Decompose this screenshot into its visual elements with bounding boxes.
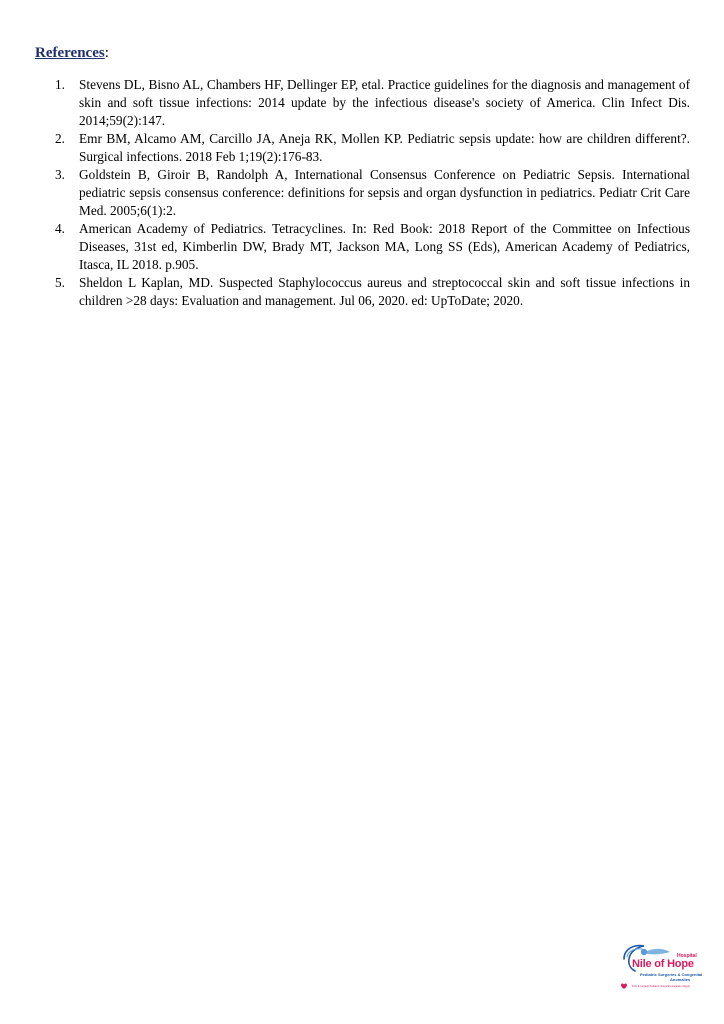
logo-name: Nile of Hope [632,958,694,970]
references-title: References [35,45,105,61]
references-title-colon: : [104,45,109,61]
reference-text: Goldstein B, Giroir B, Randolph A, International Consensus Conference on Pediatric Sepsis. International pediatric sepsis consensus conference: definitions for sepsis and organ dysfunction in pediatrics. Pediatr Crit Care Med. 2005;6(1):2. [79,167,690,218]
reference-number: 1. [55,77,65,92]
logo-subtitle-line1: Pediatric Surgeries & Congenital [640,972,703,977]
logo-subtitle-line2: Anomalies [670,977,691,982]
reference-text: Stevens DL, Bisno AL, Chambers HF, Dellinger EP, etal. Practice guidelines for the diagnosis and management of skin and soft tissue infections: 2014 update by the infectious disease's society of America. Clin Infect Dis. 2014;59(2):147. [79,77,690,128]
references-list [52,76,690,310]
reference-number: 5. [55,275,65,290]
reference-text: Emr BM, Alcamo AM, Carcillo JA, Aneja RK, Mollen KP. Pediatric sepsis update: how are children different?. Surgical infections. 2018 Feb 1;19(2):176-83. [79,131,690,164]
reference-text: American Academy of Pediatrics. Tetracyclines. In: Red Book: 2018 Report of the Committee on Infectious Diseases, 31st ed, Kimberlin DW, Brady MT, Jackson MA, Long SS (Eds), American Academy of Pediatrics, Itasca, IL 2018. p.905. [79,221,690,272]
reference-number: 2. [55,131,65,146]
logo-tagline: First & Largest Pediatric Surgical Hospital in Egypt [632,985,690,988]
logo-hospital-label: Hospital [677,953,697,959]
reference-item [52,76,690,130]
baby-in-hand-logo-icon [618,941,704,1001]
reference-item [52,166,690,220]
reference-item [52,130,690,166]
reference-text: Sheldon L Kaplan, MD. Suspected Staphylococcus aureus and streptococcal skin and soft tissue infections in children >28 days: Evaluation and management. Jul 06, 2020. ed: UpToDate; 2020. [79,275,690,308]
reference-item [52,220,690,274]
reference-number: 4. [55,221,65,236]
reference-number: 3. [55,167,65,182]
reference-item [52,274,690,310]
references-heading [35,44,109,62]
hospital-logo [618,941,704,1001]
